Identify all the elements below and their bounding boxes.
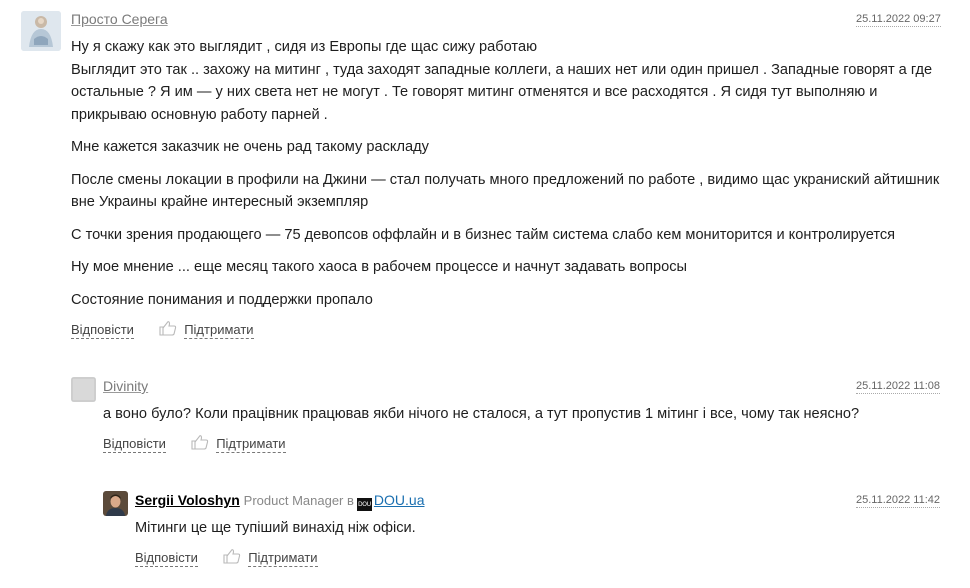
thumbs-up-icon[interactable] bbox=[158, 320, 178, 336]
author-role: Product Manager в bbox=[243, 493, 354, 508]
comment-meta bbox=[135, 491, 424, 511]
company-link[interactable]: DOU.ua bbox=[373, 492, 425, 508]
comment-date[interactable]: 25.11.2022 11:08 bbox=[856, 380, 941, 392]
author-link[interactable]: Sergii Voloshyn bbox=[135, 492, 240, 508]
avatar-photo-icon bbox=[103, 491, 128, 516]
comment-paragraph: Ну мое мнение ... еще месяц такого хаоса в рабочем процессе и начнут задавать вопросы bbox=[71, 259, 687, 275]
comment-actions bbox=[103, 434, 286, 451]
comment-paragraph: а воно було? Коли працівник працював якби нічого не сталося, а тут пропустив 1 мітинг і все, чому так неясно? bbox=[103, 406, 860, 422]
comment-paragraph: После смены локации в профили на Джини — стал получать много предложений по работе , видимо щас украниский айтишник вне Украины крайне интересный экземпляр bbox=[71, 171, 940, 210]
support-button[interactable]: Підтримати bbox=[248, 550, 318, 565]
reply-button[interactable]: Відповісти bbox=[103, 436, 166, 451]
comment-date[interactable]: 25.11.2022 09:27 bbox=[856, 13, 941, 25]
comment-body bbox=[135, 517, 935, 550]
reply-button[interactable]: Відповісти bbox=[71, 322, 134, 337]
support-button[interactable]: Підтримати bbox=[184, 322, 254, 337]
thumbs-up-icon[interactable] bbox=[190, 434, 210, 450]
company-logo: DOU bbox=[357, 498, 372, 511]
comment-actions bbox=[71, 320, 254, 337]
comment-meta bbox=[71, 10, 168, 28]
comment-paragraph: Ну я скажу как это выглядит , сидя из Европы где щас сижу работаю Выглядит это так .. захожу на митинг , туда заходят западные коллеги, а наших нет или один пришел . Западные говорят а где остальные ? Я им — у них света нет не могут . Те говорят митинг отменятся и все расходятся . Я сидя тут выполняю и прикрываю основную работу парней . bbox=[71, 39, 933, 123]
author-link[interactable]: Просто Серега bbox=[71, 11, 168, 27]
comment-paragraph: Мне кажется заказчик не очень рад такому раскладу bbox=[71, 139, 429, 155]
avatar-placeholder-icon bbox=[71, 377, 96, 402]
comment-paragraph: Мітинги це ще тупіший винахід ніж офіси. bbox=[135, 520, 416, 536]
avatar-image-icon bbox=[21, 11, 61, 51]
comment-meta bbox=[103, 377, 148, 395]
comment-paragraph: С точки зрения продающего — 75 девопсов оффлайн и в бизнес тайм система слабо кем мониторится и контролируется bbox=[71, 226, 896, 243]
avatar[interactable] bbox=[71, 377, 96, 402]
thumbs-up-icon[interactable] bbox=[222, 548, 242, 564]
reply-button[interactable]: Відповісти bbox=[135, 550, 198, 565]
comment-body bbox=[103, 403, 943, 436]
comment-body bbox=[71, 36, 941, 321]
author-link[interactable]: Divinity bbox=[103, 378, 149, 394]
comment-date[interactable]: 25.11.2022 11:42 bbox=[856, 494, 941, 506]
comment-paragraph: Состояние понимания и поддержки пропало bbox=[71, 291, 373, 308]
avatar[interactable] bbox=[103, 491, 128, 516]
comment-actions bbox=[135, 548, 318, 565]
avatar[interactable] bbox=[21, 11, 61, 51]
support-button[interactable]: Підтримати bbox=[216, 436, 286, 451]
